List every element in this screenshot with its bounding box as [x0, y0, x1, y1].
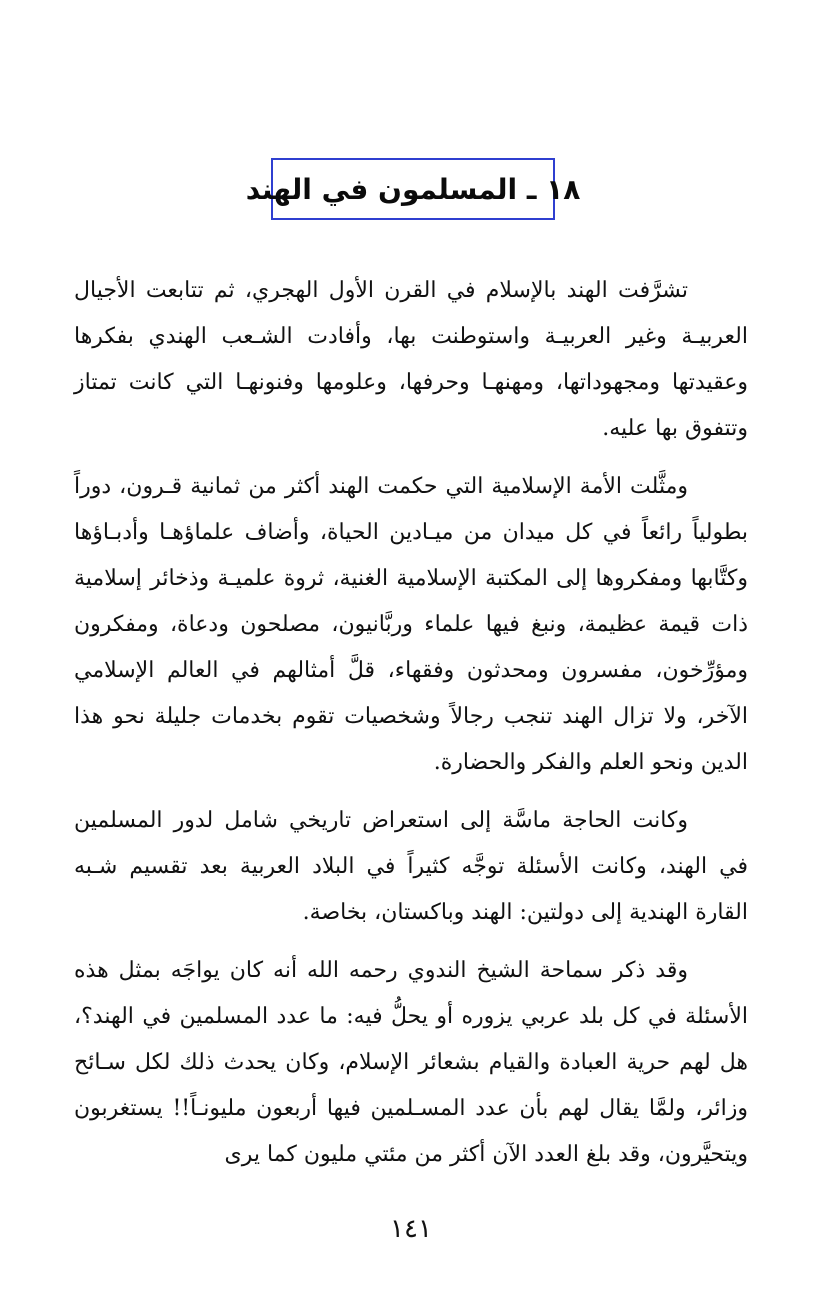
paragraph-2: ومثَّلت الأمة الإسلامية التي حكمت الهند أكثر من ثمانية قـرون، دوراً بطولياً رائعاً في كل ميدان من ميـادين الحياة، وأضاف علماؤهـا وأدبـاؤها وكتَّابها ومفكروها إلى المكتبة الإسلامية الغنية، ثروة علميـة وذخائر إسلامية ذات قيمة عظيمة، ونبغ فيها علماء وربَّانيون، مصلحون ودعاة، ومفكرون ومؤرِّخون، مفسرون ومحدثون وفقهاء، قلَّ أمثالهم في العالم الإسلامي الآخر، ولا تزال الهند تنجب رجالاً وشخصيات تقوم بخدمات جليلة نحو هذا الدين ونحو العلم والفكر والحضارة. [74, 474, 749, 775]
chapter-title: ١٨ ـ المسلمون في الهند [245, 172, 581, 206]
body-text [74, 268, 748, 1178]
page-number: ١٤١ [390, 1214, 432, 1244]
paragraph-4: وقد ذكر سماحة الشيخ الندوي رحمه الله أنه كان يواجَه بمثل هذه الأسئلة في كل بلد عربي يزوره أو يحلُّ فيه: ما عدد المسلمين في الهند؟، هل لهم حرية العبادة والقيام بشعائر الإسلام، وكان يحدث ذلك لكل سـائح وزائر، ولمَّا يقال لهم بأن عدد المسـلمين فيها أربعون مليونـاً!! يستغربون ويتحيَّرون، وقد بلغ العدد الآن أكثر من مئتي مليون كما يرى [74, 958, 748, 1167]
chapter-title-box [245, 158, 581, 220]
paragraph-3: وكانت الحاجة ماسَّة إلى استعراض تاريخي شامل لدور المسلمين في الهند، وكانت الأسئلة توجَّه كثيراً في البلاد العربية بعد تقسيم شـبه القارة الهندية إلى دولتين: الهند وباكستان، بخاصة. [74, 808, 748, 925]
paragraph-1: تشرَّفت الهند بالإسلام في القرن الأول الهجري، ثم تتابعت الأجيال العربيـة وغير العربيـة واستوطنت بها، وأفادت الشـعب الهندي بفكرها وعقيدتها ومجهوداتها، ومهنهـا وحرفها، وعلومها وفنونهـا التي كانت تمتاز وتتفوق بها عليه. [74, 278, 748, 441]
